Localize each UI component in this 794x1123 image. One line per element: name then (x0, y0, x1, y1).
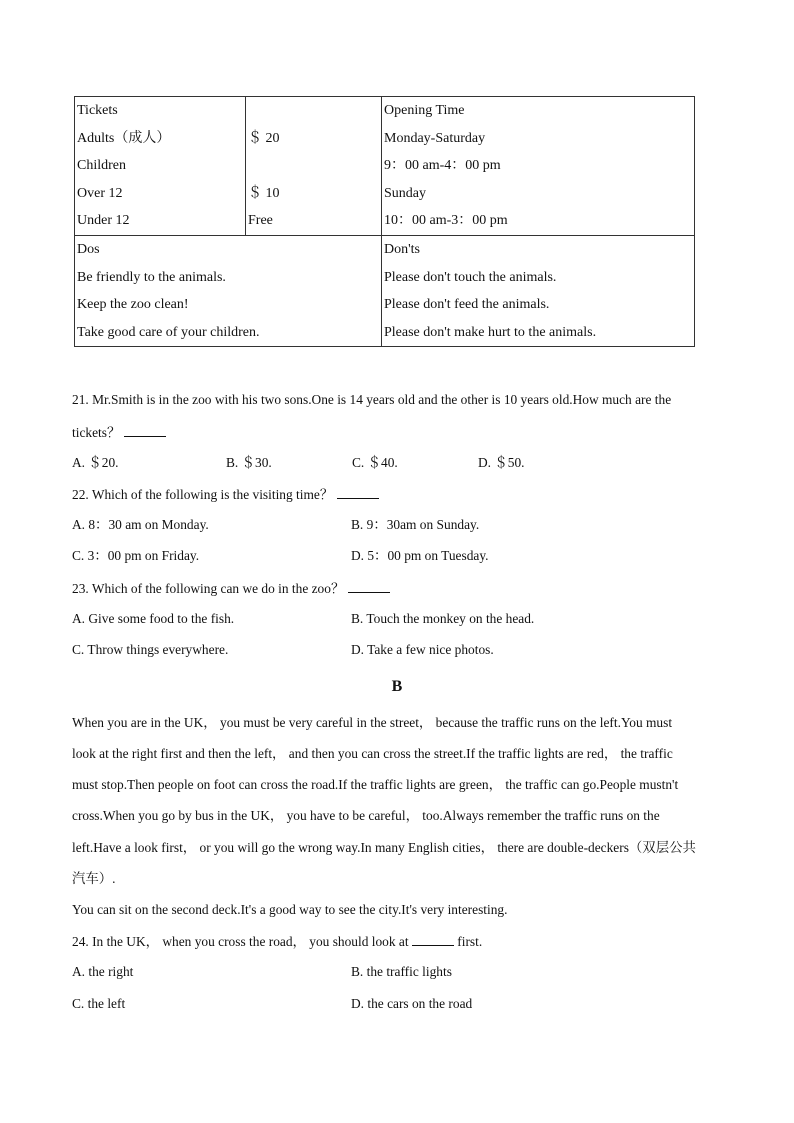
q22-option-c[interactable]: C. 3：00 pm on Friday. (72, 548, 200, 563)
q22-option-a[interactable]: A. 8：30 am on Monday. (72, 517, 209, 532)
zoo-info-table (74, 96, 695, 347)
dos-cell (75, 235, 382, 346)
q23-answer-blank[interactable] (348, 580, 390, 593)
q24-option-a[interactable]: A. the right (72, 964, 134, 979)
tickets-hours-row (75, 97, 695, 236)
q23-option-c[interactable]: C. Throw things everywhere. (72, 642, 229, 657)
q23-option-d[interactable]: D. Take a few nice photos. (351, 642, 494, 657)
q24-stem-before: 24. In the UK， when you cross the road， you should look at (72, 934, 409, 949)
q21-option-a[interactable]: A. ＄20. (72, 455, 119, 470)
weekday-label: Monday-Saturday (384, 130, 486, 146)
q23-stem (72, 580, 390, 597)
sunday-hours: 10：00 am-3：00 pm (384, 213, 508, 229)
opening-time-label: Opening Time (384, 103, 465, 118)
passage-line: You can sit on the second deck.It's a good way to see the city.It's very interesting. (72, 902, 508, 917)
weekday-hours: 9：00 am-4：00 pm (384, 158, 501, 174)
sunday-label: Sunday (384, 185, 426, 201)
passage-line: must stop.Then people on foot can cross the road.If the traffic lights are green， the traffic can go.People mustn't (72, 777, 679, 792)
q21-option-d[interactable]: D. ＄50. (478, 455, 525, 470)
q23-stem-text: 23. Which of the following can we do in the zoo？ (72, 581, 345, 596)
q24-option-d[interactable]: D. the cars on the road (351, 996, 473, 1011)
donts-item: Please don't feed the animals. (384, 297, 550, 313)
q21-stem-line2 (72, 424, 166, 441)
passage-line: 汽车）. (72, 871, 116, 886)
tickets-label: Tickets (77, 103, 118, 118)
section-b-heading: B (391, 678, 403, 695)
donts-item: Please don't make hurt to the animals. (384, 324, 597, 340)
opening-time-cell (382, 97, 695, 236)
ticket-prices-cell (246, 97, 382, 236)
q21-stem-text: tickets？ (72, 425, 121, 440)
q21-answer-blank[interactable] (124, 424, 166, 437)
q21-stem-line1: 21. Mr.Smith is in the zoo with his two sons.One is 14 years old and the other is 10 years old.How much are the (72, 392, 672, 407)
q21-option-b[interactable]: B. ＄30. (226, 455, 272, 470)
q22-answer-blank[interactable] (337, 486, 379, 499)
passage-line: When you are in the UK， you must be very careful in the street， because the traffic runs on the left.You must (72, 715, 673, 730)
passage-line: look at the right first and then the left， and then you can cross the street.If the traffic lights are red， the traffic (72, 746, 673, 761)
dos-donts-row (75, 235, 695, 346)
q23-option-a[interactable]: A. Give some food to the fish. (72, 611, 235, 626)
q24-answer-blank[interactable] (412, 933, 454, 946)
dos-item: Take good care of your children. (77, 324, 260, 340)
q24-option-b[interactable]: B. the traffic lights (351, 964, 452, 979)
donts-label: Don'ts (384, 241, 420, 257)
q22-option-b[interactable]: B. 9：30am on Sunday. (351, 517, 480, 532)
dos-item: Be friendly to the animals. (77, 269, 226, 285)
q24-stem-after: first. (457, 934, 483, 949)
q21-option-c[interactable]: C. ＄40. (352, 455, 398, 470)
dos-item: Keep the zoo clean! (77, 297, 189, 313)
q23-option-b[interactable]: B. Touch the monkey on the head. (351, 611, 535, 626)
under12-price: Free (248, 213, 273, 229)
adults-price: ＄ 20 (248, 130, 280, 146)
q22-option-d[interactable]: D. 5：00 pm on Tuesday. (351, 548, 489, 563)
q24-option-c[interactable]: C. the left (72, 996, 126, 1011)
children-label: Children (77, 158, 126, 174)
dos-label: Dos (77, 241, 100, 257)
q24-stem (72, 933, 482, 950)
passage-line: cross.When you go by bus in the UK， you have to be careful， too.Always remember the traffic runs on the (72, 808, 660, 823)
ticket-categories-cell (75, 97, 246, 236)
donts-cell (382, 235, 695, 346)
over12-label: Over 12 (77, 185, 123, 201)
q22-stem (72, 486, 379, 503)
donts-item: Please don't touch the animals. (384, 269, 557, 285)
passage-line: left.Have a look first， or you will go the wrong way.In many English cities， there are double-deckers（双层公共 (72, 840, 696, 855)
over12-price: ＄ 10 (248, 185, 280, 201)
adults-label: Adults（成人） (77, 130, 171, 146)
q22-stem-text: 22. Which of the following is the visiting time？ (72, 487, 334, 502)
under12-label: Under 12 (77, 213, 130, 229)
